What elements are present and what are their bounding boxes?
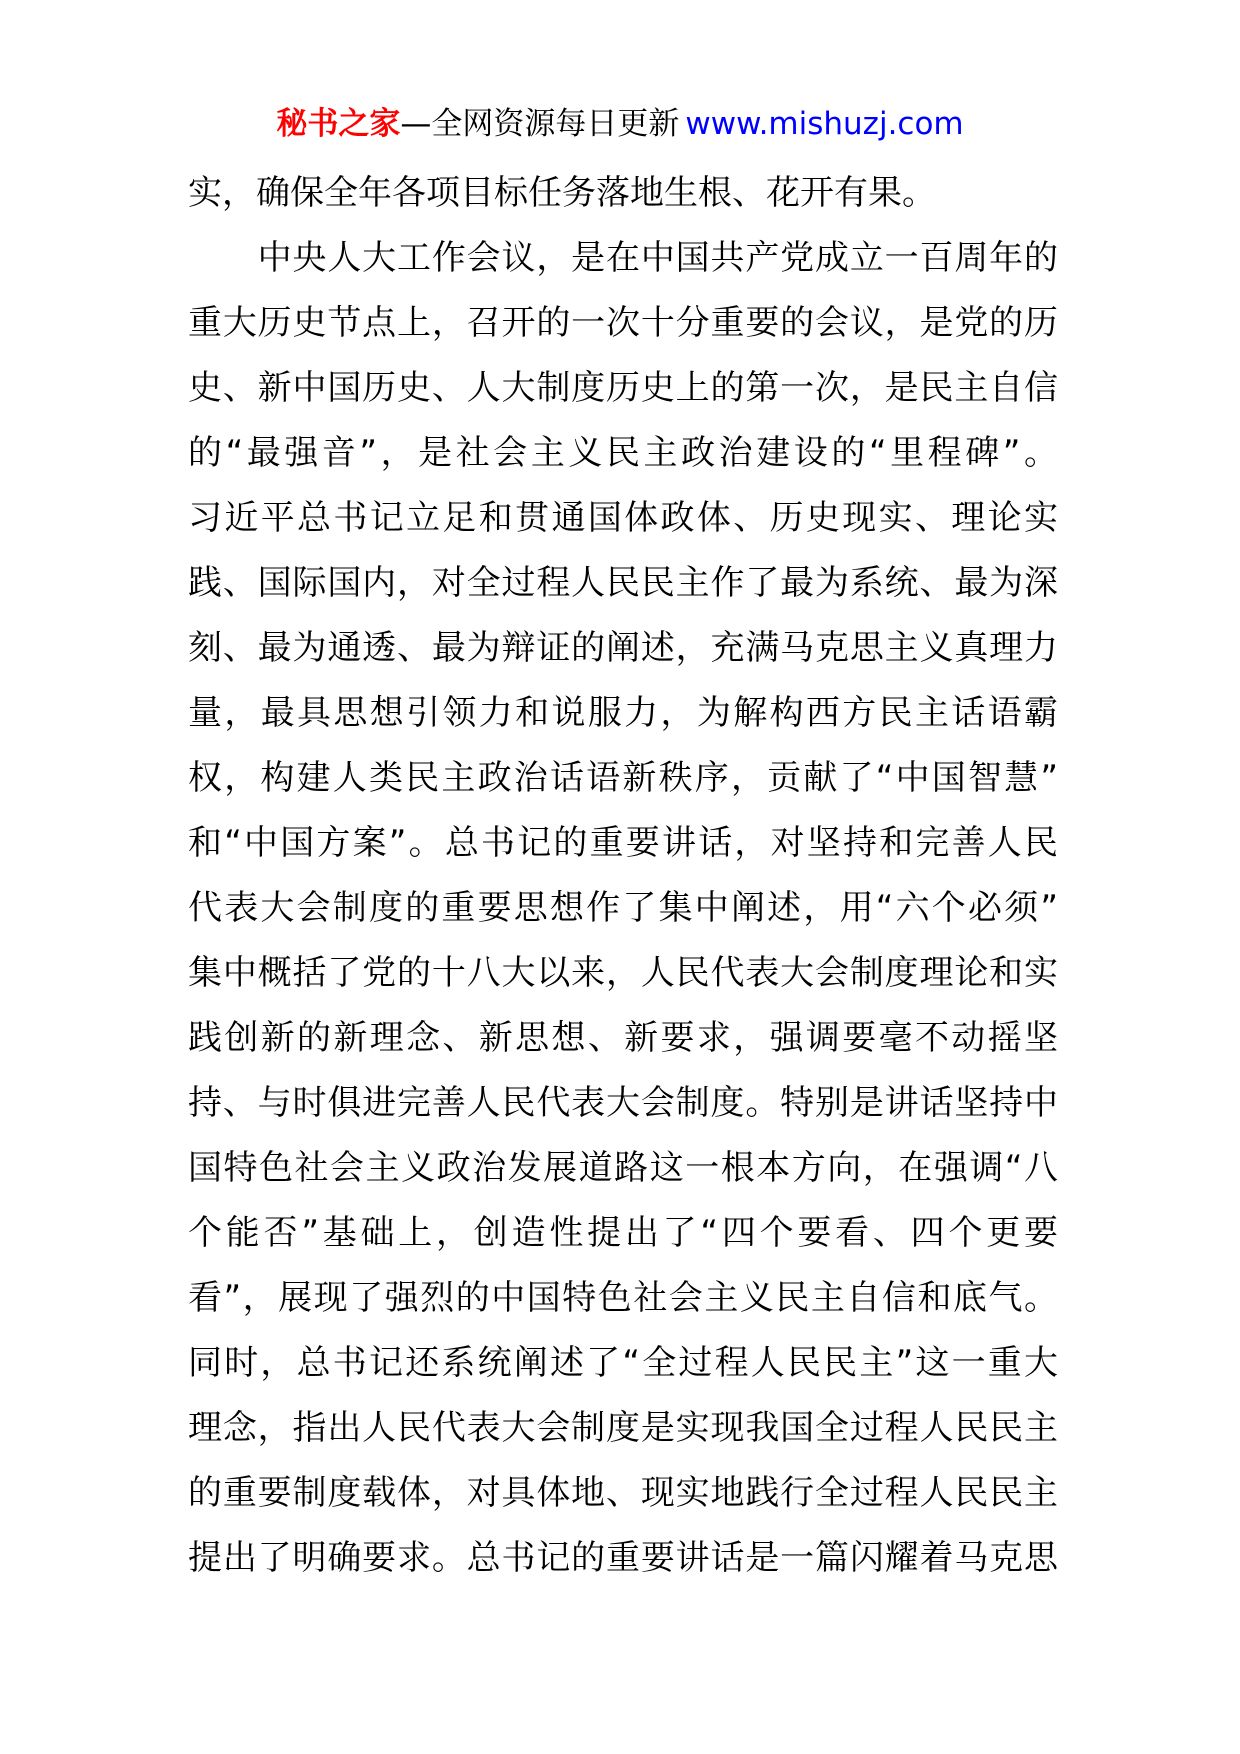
text-line: 刻、最为通透、最为辩证的阐述，充满马克思主义真理力 xyxy=(188,628,1058,668)
text-line: 习近平总书记立足和贯通国体政体、历史现实、理论实 xyxy=(188,498,1058,538)
text-line: 代表大会制度的重要思想作了集中阐述，用“六个必须” xyxy=(188,888,1058,928)
text-line: 和“中国方案”。总书记的重要讲话，对坚持和完善人民 xyxy=(188,823,1058,863)
text-line: 国特色社会主义政治发展道路这一根本方向，在强调“八 xyxy=(188,1148,1058,1188)
text-line: 个能否”基础上，创造性提出了“四个要看、四个更要 xyxy=(188,1213,1058,1253)
text-line: 践创新的新理念、新思想、新要求，强调要毫不动摇坚 xyxy=(188,1018,1058,1058)
text-line: 集中概括了党的十八大以来，人民代表大会制度理论和实 xyxy=(188,953,1058,993)
text-line: 权，构建人类民主政治话语新秩序，贡献了“中国智慧” xyxy=(188,758,1058,798)
page-header xyxy=(0,102,1240,146)
text-line: 同时，总书记还系统阐述了“全过程人民民主”这一重大 xyxy=(188,1343,1058,1383)
text-line: 持、与时俱进完善人民代表大会制度。特别是讲话坚持中 xyxy=(188,1083,1058,1123)
site-url-link[interactable]: www.mishuzj.com xyxy=(685,106,964,142)
text-line: 的“最强音”，是社会主义民主政治建设的“里程碑”。 xyxy=(188,433,1058,473)
text-line: 量，最具思想引领力和说服力，为解构西方民主话语霸 xyxy=(188,693,1058,733)
text-line: 理念，指出人民代表大会制度是实现我国全过程人民民主 xyxy=(188,1408,1058,1448)
text-line: 提出了明确要求。总书记的重要讲话是一篇闪耀着马克思 xyxy=(188,1538,1058,1578)
text-line: 实，确保全年各项目标任务落地生根、花开有果。 xyxy=(188,173,936,213)
text-line: 的重要制度载体，对具体地、现实地践行全过程人民民主 xyxy=(188,1473,1058,1513)
header-tagline: —全网资源每日更新 xyxy=(400,106,680,142)
text-line: 史、新中国历史、人大制度历史上的第一次，是民主自信 xyxy=(188,368,1058,408)
brand-name: 秘书之家 xyxy=(276,106,401,142)
document-body xyxy=(188,161,1058,1591)
text-line: 中央人大工作会议，是在中国共产党成立一百周年的 xyxy=(188,238,1058,278)
text-line: 践、国际国内，对全过程人民民主作了最为系统、最为深 xyxy=(188,563,1058,603)
text-line: 重大历史节点上，召开的一次十分重要的会议，是党的历 xyxy=(188,303,1058,343)
text-line: 看”，展现了强烈的中国特色社会主义民主自信和底气。 xyxy=(188,1278,1058,1318)
